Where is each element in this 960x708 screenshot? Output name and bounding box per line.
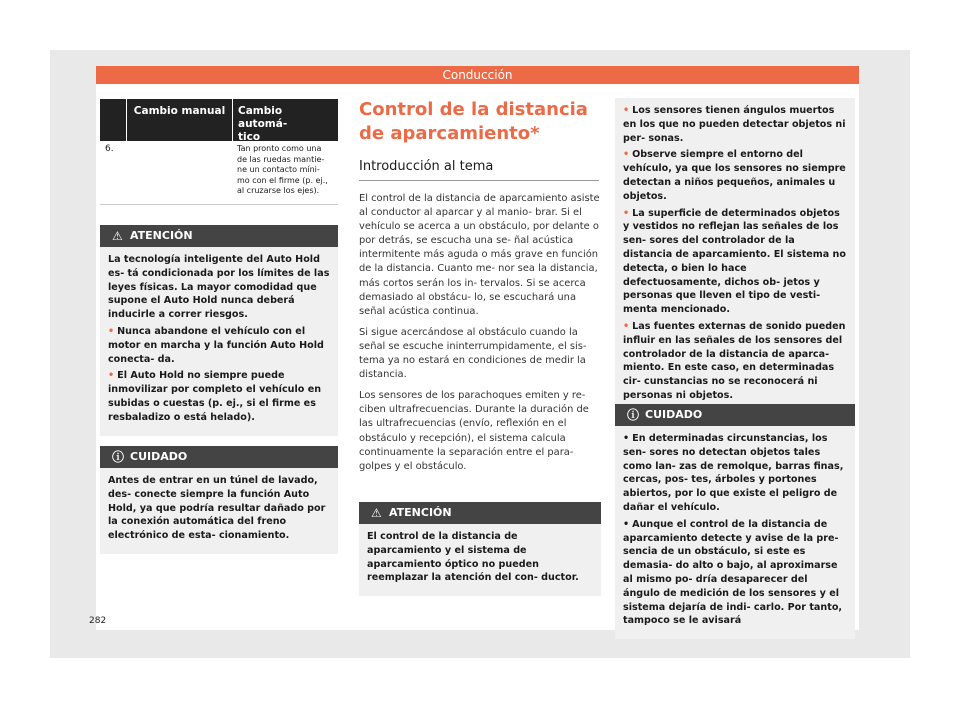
list-item: • El Auto Hold no siempre puede inmovilizar por completo el vehículo en subidas o cuestas (p. ej., si el firme es resbaladizo o está helado). bbox=[108, 370, 322, 423]
bullet-icon: • bbox=[623, 105, 630, 116]
list-item: • Nunca abandone el vehículo con el motor en marcha y la función Auto Hold conecta- da. bbox=[108, 325, 324, 365]
section-title: Control de la distancia de aparcamiento* bbox=[359, 99, 588, 144]
chapter-header: Conducción bbox=[96, 66, 859, 84]
table-header-cell: Cambio automá- tico bbox=[232, 99, 338, 141]
section-body bbox=[359, 192, 601, 481]
bullet-icon: • bbox=[623, 207, 630, 219]
box-body bbox=[359, 524, 601, 596]
box-header bbox=[100, 225, 338, 247]
box-header bbox=[359, 502, 601, 524]
list-item: • Aunque el control de la distancia de aparcamiento detecte y avise de la pre- sencia de un obstáculo, si este es demasia- do alto o bajo, al aproximarse al mismo po- dría desaparecer del ángulo de medición de los sensores y el sistema dejaría de indi- carlo. Por tanto, tampoco se le avisará bbox=[623, 518, 843, 627]
bullet-icon: • bbox=[623, 433, 630, 444]
box-title: CUIDADO bbox=[130, 450, 188, 463]
info-circle-icon: ⓘ bbox=[627, 408, 640, 422]
list-item: • Observe siempre el entorno del vehículo, ya que los sensores no siempre detectan a niños pequeños, animales u objetos. bbox=[623, 149, 846, 202]
atencion-box-parking bbox=[359, 502, 601, 596]
table-header-cell bbox=[100, 99, 126, 141]
section-subtitle: Introducción al tema bbox=[359, 158, 599, 181]
box-title: ATENCIÓN bbox=[130, 229, 193, 242]
paragraph: Si sigue acercándose al obstáculo cuando la señal se escuche ininterrumpidamente, el sis- tema ya no estará en condiciones de medir la distancia. bbox=[359, 326, 587, 381]
warning-triangle-icon: ⚠ bbox=[371, 506, 382, 520]
list-item: • Los sensores tienen ángulos muertos en los que no pueden detectar objetos ni per- sonas. bbox=[623, 105, 846, 144]
box-title: ATENCIÓN bbox=[389, 506, 452, 519]
box-text: La tecnología inteligente del Auto Hold es- tá condicionada por los límites de las leyes físicas. La mayor comodidad que supone el Auto Hold nunca deberá inducirle a correr riesgos. bbox=[108, 254, 330, 321]
list-item: • La superficie de determinados objetos y vestidos no reflejan las señales de los sen- sores del controlador de la distancia de aparcamiento. El sistema no detecta, o bien lo hace defectuosamente, dichos ob- jetos y personas que lleven el tipo de vesti- menta mencionado. bbox=[623, 207, 846, 316]
paragraph: Los sensores de los parachoques emiten y re- ciben ultrafrecuencias. Durante la duración de las ultrafrecuencias (envío, reflexión en el obstáculo y recepción), el sistema calcula continuamente la separación entre el para- golpes y el obstáculo. bbox=[359, 390, 589, 472]
table-header bbox=[100, 99, 338, 141]
box-body bbox=[100, 247, 338, 436]
page-content bbox=[96, 84, 859, 630]
list-item: • Las fuentes externas de sonido pueden influir en las señales de los sensores del controlador de la distancia de aparca- miento. En este caso, en determinadas cir- cunstancias no se reconocerá ni personas ni objetos. bbox=[623, 320, 846, 401]
atencion-box-autohold bbox=[100, 225, 338, 436]
box-text: El control de la distancia de aparcamiento y el sistema de aparcamiento óptico no pueden reemplazar la atención del con- ductor. bbox=[367, 531, 579, 584]
info-circle-icon: ⓘ bbox=[112, 450, 125, 464]
box-text: Antes de entrar en un túnel de lavado, des- conecte siempre la función Auto Hold, ya que podría resultar dañado por la conexión automática del freno electrónico de esta- cionamiento. bbox=[108, 475, 326, 542]
table-header-cell: Cambio manual bbox=[126, 99, 232, 141]
bullet-icon: • bbox=[108, 325, 115, 337]
box-body bbox=[615, 98, 855, 414]
table-cell-num: 6. bbox=[105, 144, 114, 154]
transmission-table bbox=[100, 99, 338, 205]
box-header bbox=[100, 446, 338, 468]
column-3 bbox=[615, 84, 855, 630]
warning-triangle-icon: ⚠ bbox=[112, 229, 123, 243]
bullet-icon: • bbox=[623, 320, 630, 332]
bullet-icon: • bbox=[108, 370, 115, 382]
box-body bbox=[615, 426, 855, 639]
column-2 bbox=[359, 84, 601, 630]
box-title: CUIDADO bbox=[645, 408, 703, 421]
cuidado-box-autohold bbox=[100, 446, 338, 554]
box-body bbox=[100, 468, 338, 554]
bullet-icon: • bbox=[623, 518, 630, 530]
list-item: • En determinadas circunstancias, los sen- sores no detectan objetos tales como lan- zas de remolque, barras finas, cercas, pos- tes, árboles y portones abiertos, por lo que existe el peligro de dañar el vehículo. bbox=[623, 433, 844, 513]
bullet-icon: • bbox=[623, 149, 630, 161]
table-cell-auto: Tan pronto como una de las ruedas mantie- ne un contacto míni- mo con el firme (p. ej., al cruzarse los ejes). bbox=[237, 144, 328, 195]
cuidado-box-parking bbox=[615, 404, 855, 639]
box-header bbox=[615, 404, 855, 426]
table-cell-manual bbox=[126, 141, 232, 200]
paragraph: El control de la distancia de aparcamiento asiste al conductor al aparcar y al manio- brar. Si el vehículo se acerca a un obstáculo, por delante o por detrás, se escucha una se- ñal acústica intermitente más aguda o más grave en función de la distancia. Cuanto me- nor sea la distancia, más cortos serán los in- tervalos. Si se acerca demasiado al obstácu- lo, se escuchará una señal acústica continua. bbox=[359, 193, 600, 317]
atencion-continued-box bbox=[615, 98, 855, 414]
page-number: 282 bbox=[89, 616, 107, 626]
table-row bbox=[100, 141, 338, 205]
